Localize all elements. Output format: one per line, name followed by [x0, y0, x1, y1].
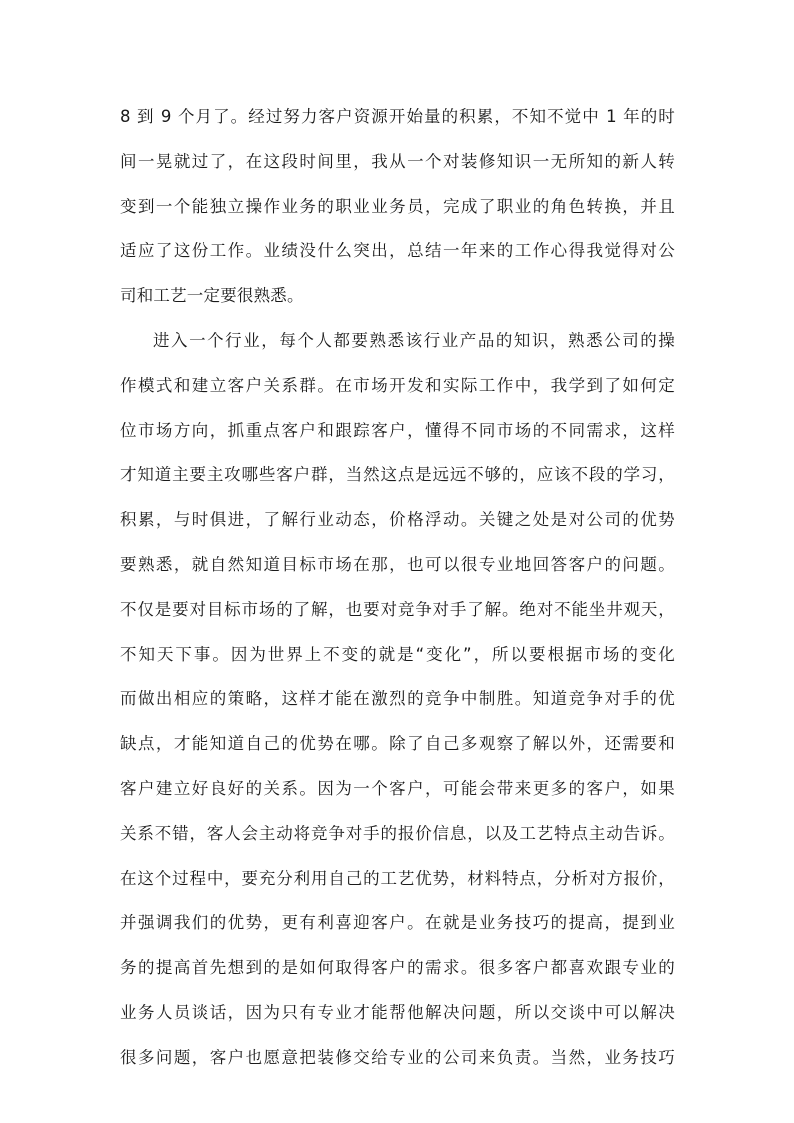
text-line: 适应了这份工作。业绩没什么突出，总结一年来的工作心得我觉得对公: [120, 241, 675, 261]
text-line: 积累，与时俱进，了解行业动态，价格浮动。关键之处是对公司的优势: [120, 510, 675, 530]
text-line: 不知天下事。因为世界上不变的就是“变化”，所以要根据市场的变化: [120, 644, 675, 664]
text-line: 很多问题，客户也愿意把装修交给专业的公司来负责。当然，业务技巧: [120, 1047, 675, 1067]
text-line: 务的提高首先想到的是如何取得客户的需求。很多客户都喜欢跟专业的: [120, 958, 675, 978]
text-line: 要熟悉，就自然知道目标市场在那，也可以很专业地回答客户的问题。: [120, 554, 675, 574]
text-line: 客户建立好良好的关系。因为一个客户，可能会带来更多的客户，如果: [120, 778, 675, 798]
text-line: 才知道主要主攻哪些客户群，当然这点是远远不够的，应该不段的学习，: [120, 465, 675, 485]
text-line: 不仅是要对目标市场的了解，也要对竞争对手了解。绝对不能坐井观天，: [120, 599, 675, 619]
text-line: 关系不错，客人会主动将竞争对手的报价信息，以及工艺特点主动告诉。: [120, 823, 675, 843]
text-line: 进入一个行业，每个人都要熟悉该行业产品的知识，熟悉公司的操: [153, 330, 675, 350]
text-line: 缺点，才能知道自己的优势在哪。除了自己多观察了解以外，还需要和: [120, 734, 675, 754]
text-line: 司和工艺一定要很熟悉。: [120, 286, 304, 306]
body-text: [120, 95, 675, 1081]
text-line: 而做出相应的策略，这样才能在激烈的竞争中制胜。知道竞争对手的优: [120, 689, 675, 709]
text-line: 变到一个能独立操作业务的职业业务员，完成了职业的角色转换，并且: [120, 196, 675, 216]
text-line: 间一晃就过了，在这段时间里，我从一个对装修知识一无所知的新人转: [120, 151, 675, 171]
text-line: 业务人员谈话，因为只有专业才能帮他解决问题，所以交谈中可以解决: [120, 1002, 675, 1022]
text-line: 在这个过程中，要充分利用自己的工艺优势，材料特点，分析对方报价，: [120, 868, 675, 888]
text-line: 作模式和建立客户关系群。在市场开发和实际工作中，我学到了如何定: [120, 375, 675, 395]
text-line: 并强调我们的优势，更有利喜迎客户。在就是业务技巧的提高，提到业: [120, 913, 675, 933]
text-line: 8 到 9 个月了。经过努力客户资源开始量的积累，不知不觉中 1 年的时: [120, 107, 675, 126]
text-line: 位市场方向，抓重点客户和跟踪客户，懂得不同市场的不同需求，这样: [120, 420, 675, 440]
